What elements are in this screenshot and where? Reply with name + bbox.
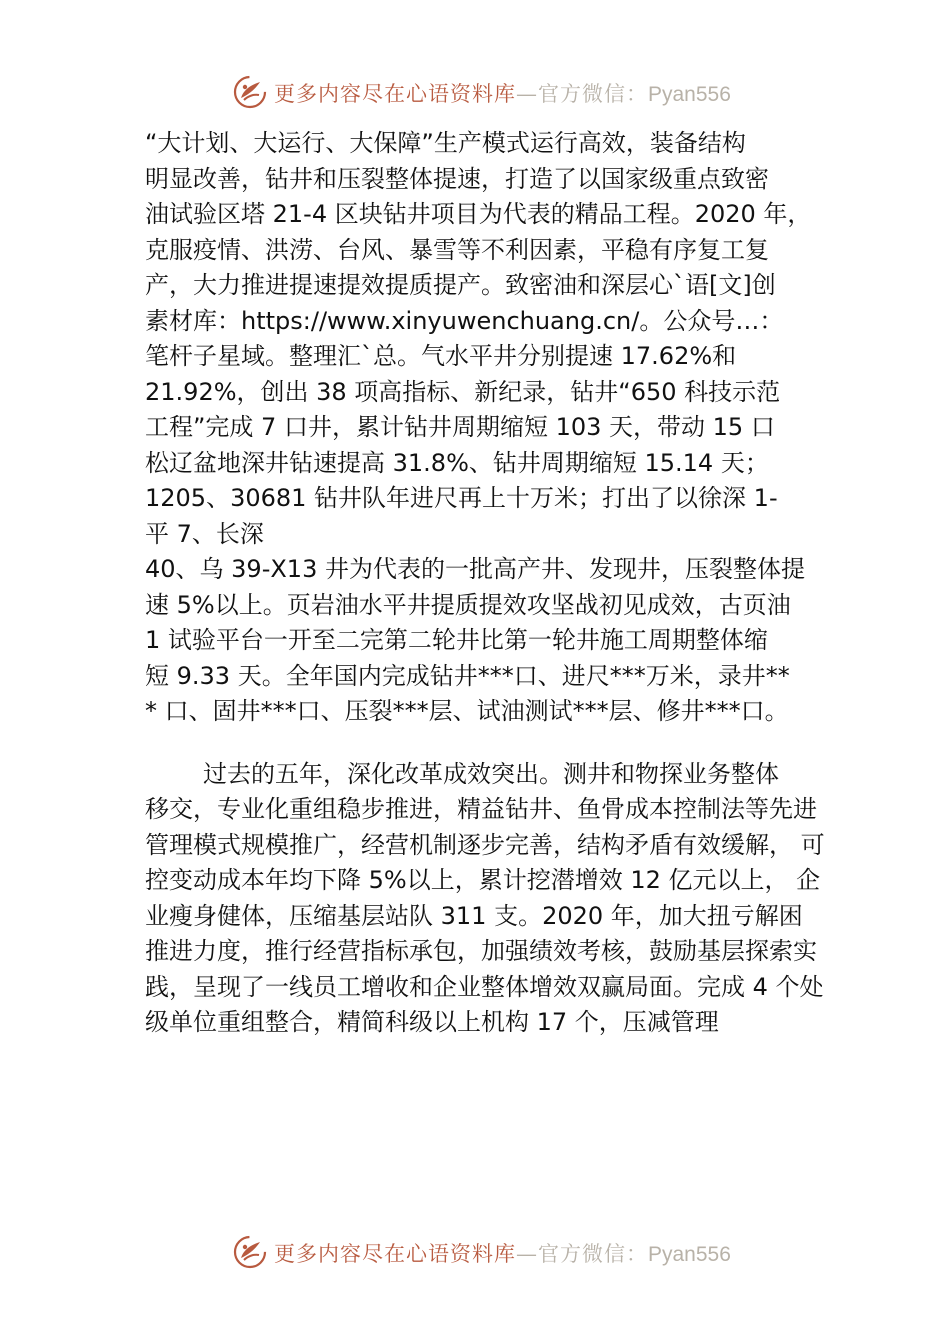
text-line: 40、乌 39-X13 井为代表的一批高产井、发现井，压裂整体提 <box>145 555 805 583</box>
lotus-seal-icon <box>232 74 268 110</box>
paragraph-gap <box>145 730 825 757</box>
text-line: 明显改善，钻井和压裂整体提速，打造了以国家级重点致密 <box>145 164 769 193</box>
text-line: 松辽盆地深井钻速提高 31.8%、钻井周期缩短 15.14 天； <box>145 448 769 477</box>
footer-wechat-label: 官方微信： <box>538 1242 648 1266</box>
text-line: 级单位重组整合，精简科级以上机构 17 个，压减管理 <box>145 1008 719 1036</box>
header-banner-text <box>274 78 731 108</box>
paragraph-2 <box>145 757 825 1041</box>
text-line: 移交，专业化重组稳步推进，精益钻井、鱼骨成本控制法等先进 <box>145 795 817 823</box>
header-wechat-label: 官方微信： <box>538 82 648 106</box>
text-line: 控变动成本年均下降 5%以上，累计挖潜增效 12 亿元以上， 企 <box>145 866 821 894</box>
footer-library-text: 更多内容尽在心语资料库 <box>274 1242 516 1266</box>
text-line: 油试验区塔 21-4 区块钻井项目为代表的精品工程。2020 年， <box>145 200 812 228</box>
text-line: 速 5%以上。页岩油水平井提质提效攻坚战初见成效，古页油 <box>145 590 791 619</box>
document-body <box>145 126 825 1041</box>
footer-dash: — <box>516 1242 538 1266</box>
text-line: 管理模式规模推广，经营机制逐步完善，结构矛盾有效缓解， 可 <box>145 830 825 859</box>
text-line: 笔杆子星域。整理汇`总。气水平井分别提速 17.62%和 <box>145 342 737 370</box>
text-line: 产，大力推进提速提效提质提产。致密油和深层心`语[文]创 <box>145 271 776 299</box>
lotus-seal-icon <box>232 1234 268 1270</box>
text-line: 过去的五年，深化改革成效突出。测井和物探业务整体 <box>203 759 779 788</box>
text-line: 21.92%，创出 38 项高指标、新纪录，钻井“650 科技示范 <box>145 377 781 406</box>
text-line: 业瘦身健体，压缩基层站队 311 支。2020 年，加大扭亏解困 <box>145 901 803 930</box>
text-line: “大计划、大运行、大保障”生产模式运行高效，装备结构 <box>145 129 746 157</box>
text-line: 素材库：https://www.xinyuwenchuang.cn/。公众号…： <box>145 306 784 335</box>
footer-watermark-banner <box>0 1232 950 1272</box>
header-watermark-banner <box>0 72 950 112</box>
text-line: 1205、30681 钻井队年进尺再上十万米；打出了以徐深 1- <box>145 484 778 512</box>
header-wechat-id: Pyan556 <box>648 83 731 106</box>
text-line: 克服疫情、洪涝、台风、暴雪等不利因素，平稳有序复工复 <box>145 235 769 264</box>
header-library-text: 更多内容尽在心语资料库 <box>274 82 516 106</box>
header-dash: — <box>516 82 538 106</box>
text-line: 平 7、长深 <box>145 519 264 548</box>
paragraph-1 <box>145 126 825 730</box>
footer-wechat-id: Pyan556 <box>648 1243 731 1266</box>
text-line: * 口、固井***口、压裂***层、试油测试***层、修井***口。 <box>145 697 789 725</box>
text-line: 推进力度，推行经营指标承包，加强绩效考核，鼓励基层探索实 <box>145 937 817 965</box>
text-line: 1 试验平台一开至二完第二轮井比第一轮井施工周期整体缩 <box>145 626 768 654</box>
text-line: 工程”完成 7 口井，累计钻井周期缩短 103 天，带动 15 口 <box>145 413 775 441</box>
footer-banner-text <box>274 1238 731 1268</box>
text-line: 践，呈现了一线员工增收和企业整体增效双赢局面。完成 4 个处 <box>145 972 824 1001</box>
text-line: 短 9.33 天。全年国内完成钻井***口、进尺***万米，录井** <box>145 661 790 690</box>
